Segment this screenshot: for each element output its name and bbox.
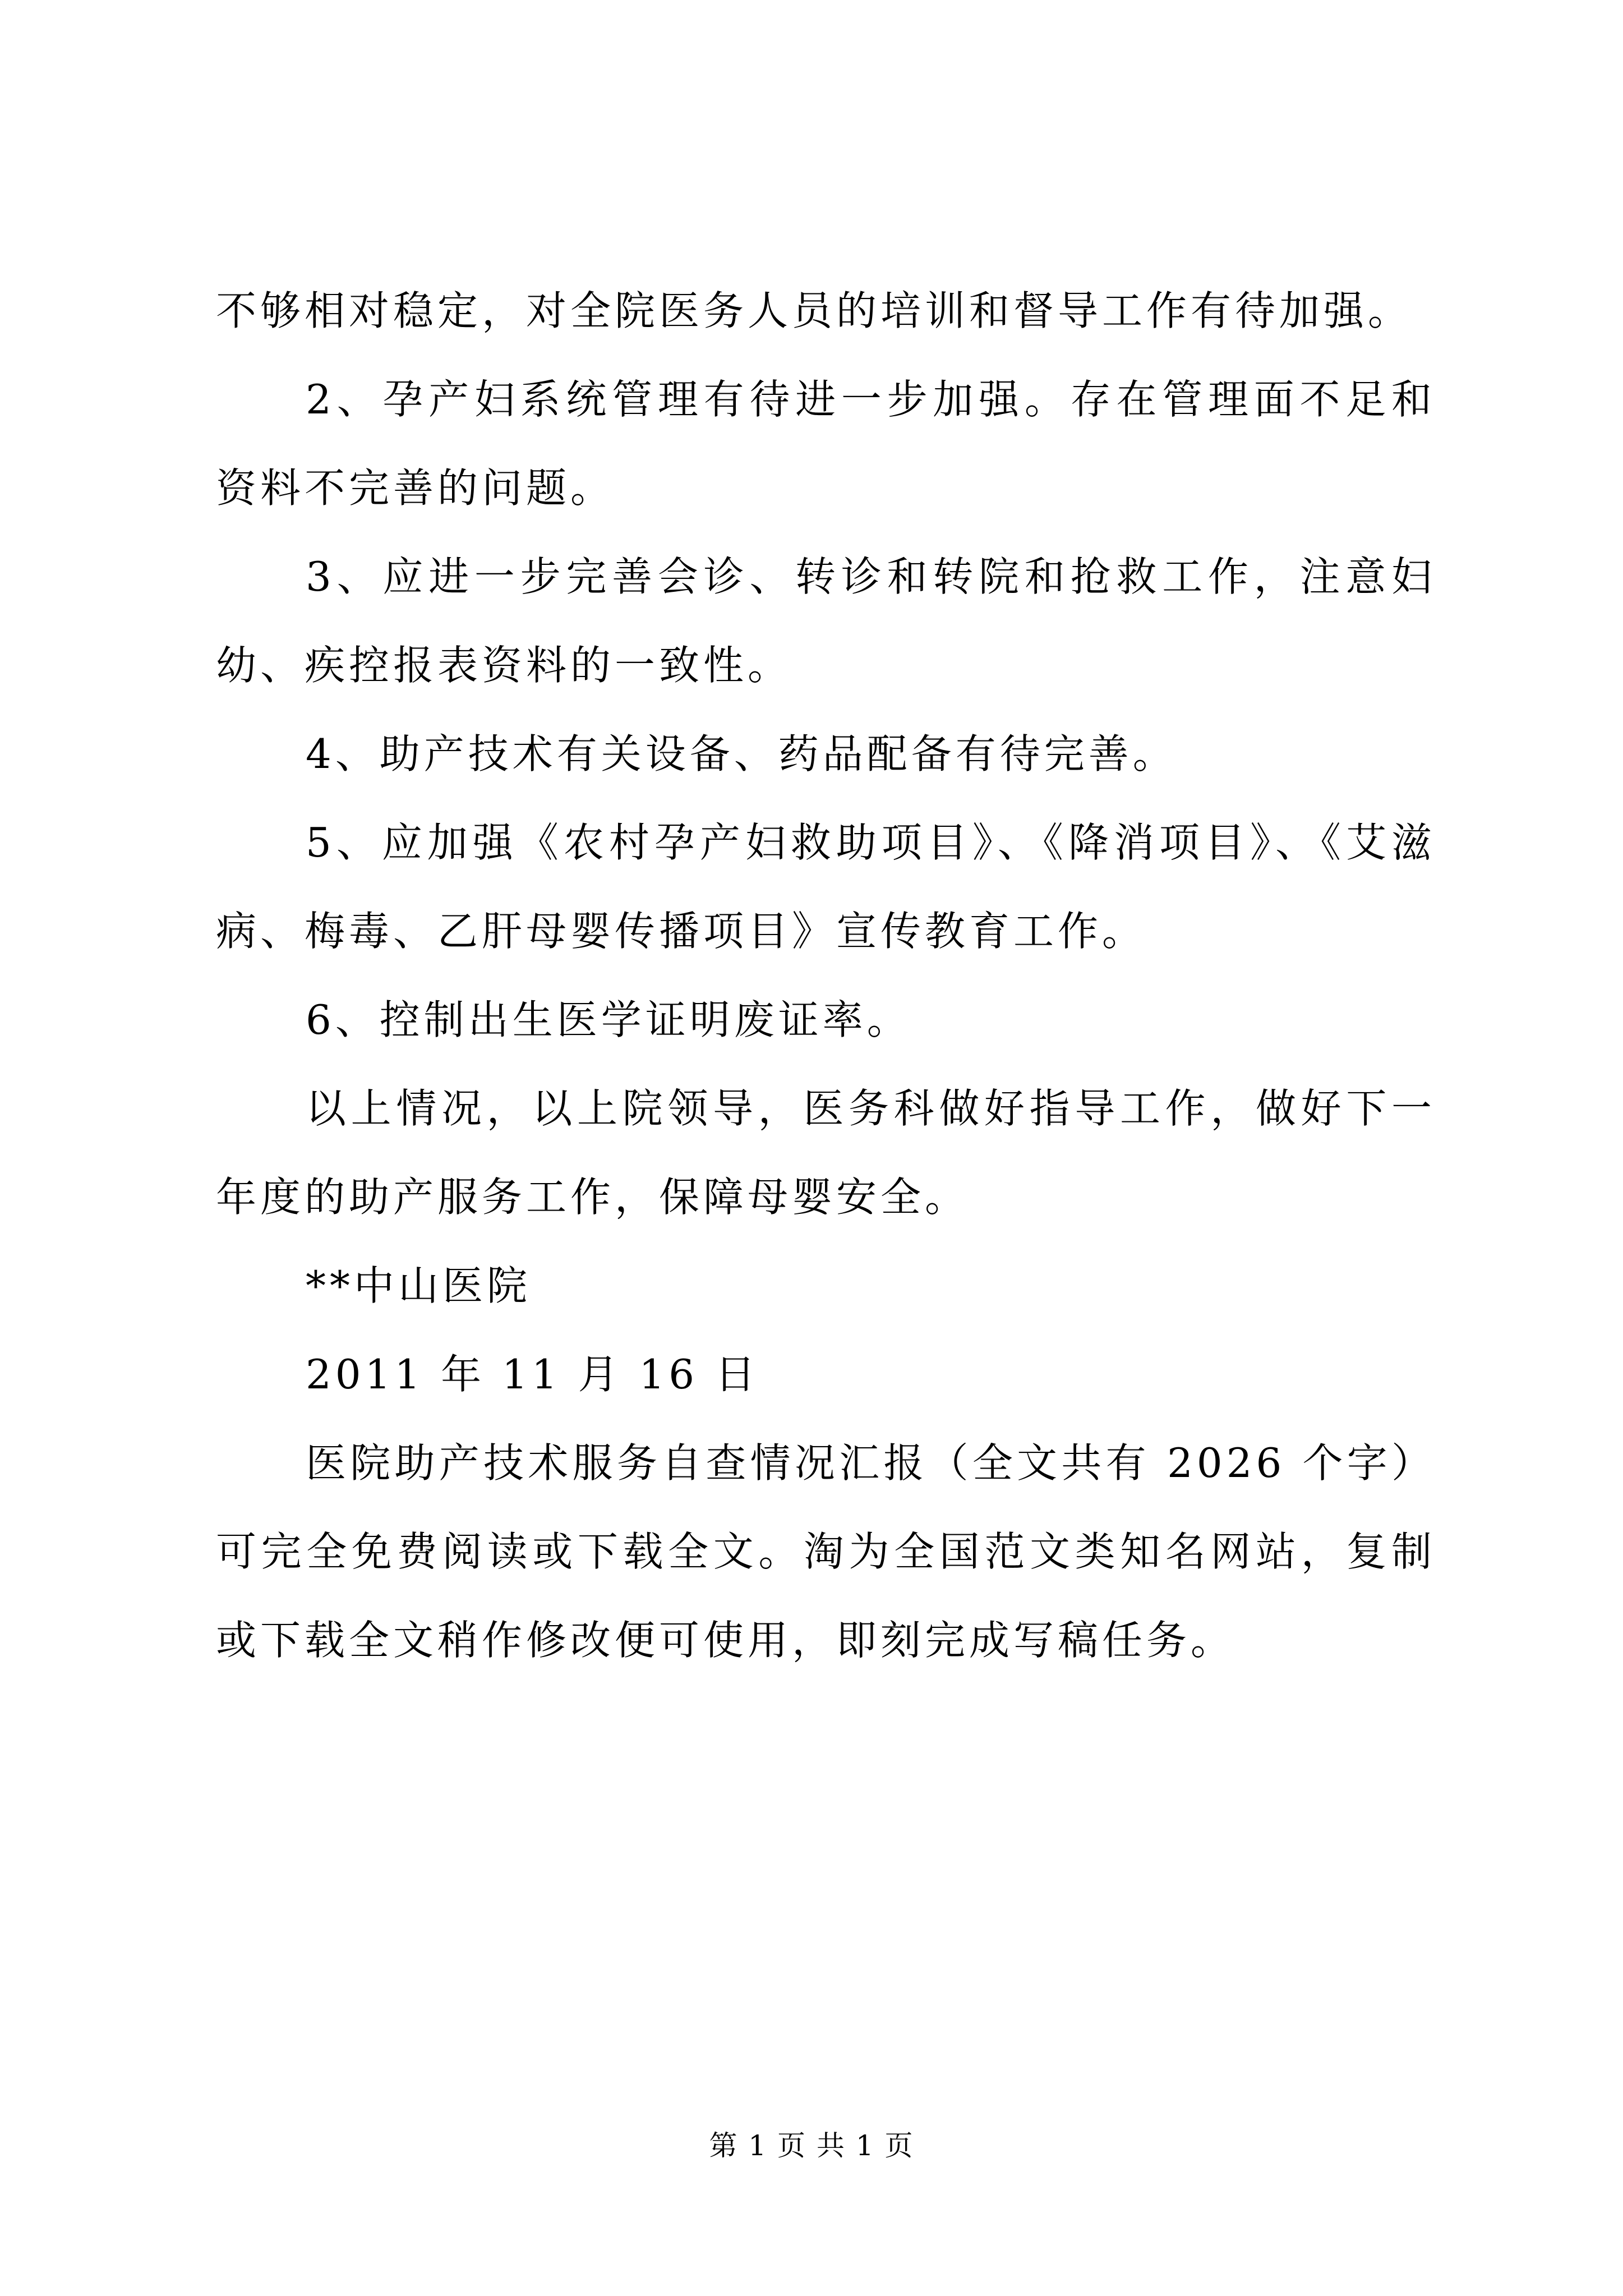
paragraph-item-6: 6、控制出生医学证明废证率。: [306, 996, 911, 1043]
signature-organization: **中山医院: [306, 1262, 532, 1309]
paragraph-item-3: 3、应进一步完善会诊、转诊和转院和抢救工作，注意妇幼、疾控报表资料的一致性。: [216, 553, 1436, 689]
paragraph-continuation: 不够相对稳定，对全院医务人员的培训和督导工作有待加强。: [216, 287, 1413, 334]
page-footer: 第 1 页 共 1 页: [709, 2129, 914, 2162]
paragraph-item-4: 4、助产技术有关设备、药品配备有待完善。: [306, 730, 1177, 777]
document-body: [216, 266, 1436, 1685]
signature-date: 2011 年 11 月 16 日: [306, 1351, 759, 1398]
paragraph-item-5: 5、应加强《农村孕产妇救助项目》、《降消项目》、《艾滋病、梅毒、乙肝母婴传播项目》宣传教育工作。: [216, 819, 1436, 955]
paragraph-item-2: 2、孕产妇系统管理有待进一步加强。存在管理面不足和资料不完善的问题。: [216, 376, 1436, 512]
closing-note: 医院助产技术服务自查情况汇报（全文共有 2026 个字）可完全免费阅读或下载全文。淘为全国范文类知名网站，复制或下载全文稍作修改便可使用，即刻完成写稿任务。: [216, 1439, 1436, 1664]
paragraph-summary: 以上情况，以上院领导，医务科做好指导工作，做好下一年度的助产服务工作，保障母婴安全。: [216, 1085, 1436, 1221]
